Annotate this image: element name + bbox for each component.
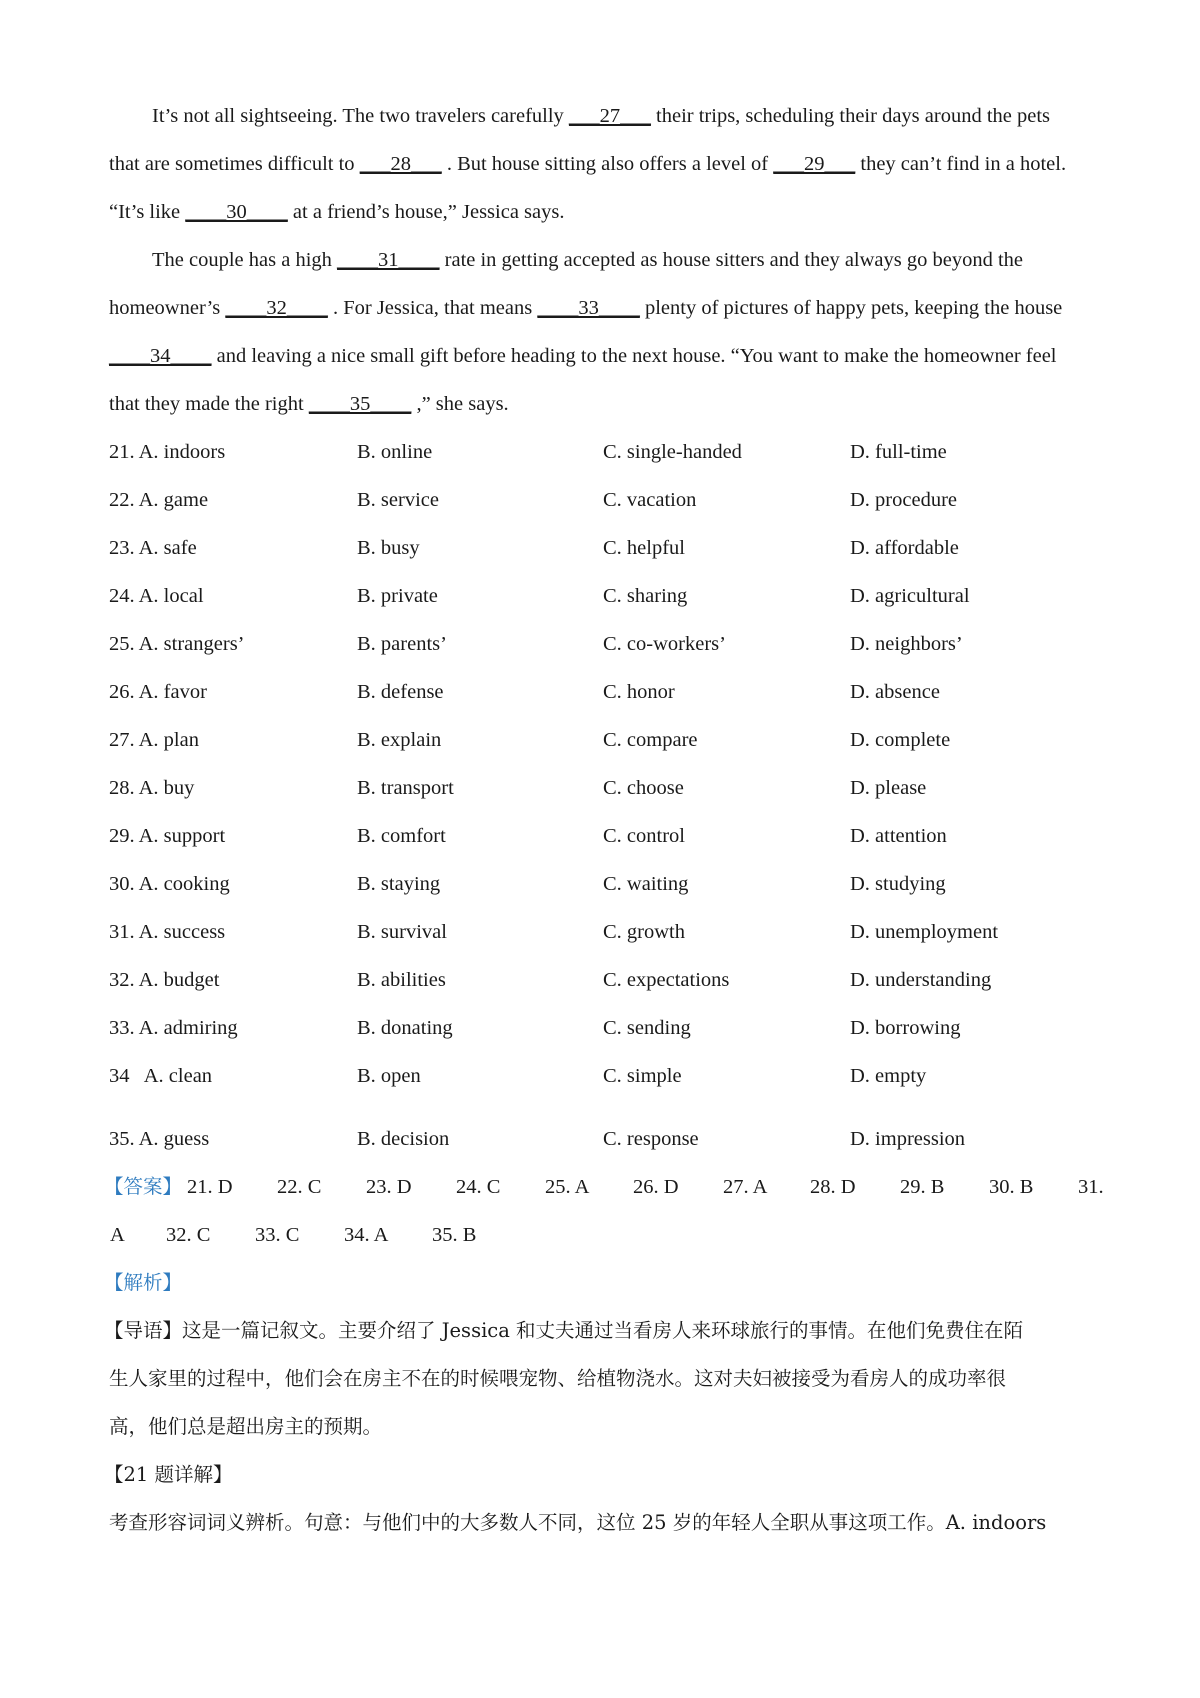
analysis-label: 【解析】 <box>104 1271 183 1294</box>
option-a: 23. A. safe <box>109 537 197 559</box>
option-c: C. compare <box>603 729 698 751</box>
option-d: D. unemployment <box>850 921 999 943</box>
option-c: C. simple <box>603 1065 682 1087</box>
blank-27: ___27___ <box>568 105 651 127</box>
option-a: 32. A. budget <box>109 969 220 991</box>
option-c: C. growth <box>603 921 685 943</box>
option-a: 30. A. cooking <box>109 873 230 895</box>
passage-text: homeowner’s <box>109 297 226 319</box>
option-b: B. survival <box>357 921 447 943</box>
answer-item: 30. B <box>989 1176 1034 1198</box>
passage-text: that they made the right <box>109 393 309 415</box>
option-row-25 <box>109 630 1109 658</box>
option-a: 31. A. success <box>109 921 226 943</box>
option-d: D. studying <box>850 873 946 895</box>
option-b: B. explain <box>357 729 442 751</box>
option-b: B. online <box>357 441 433 463</box>
blank-33: ____33____ <box>537 297 640 319</box>
option-a: 35. A. guess <box>109 1128 210 1150</box>
option-c: C. sharing <box>603 585 688 607</box>
option-d: D. attention <box>850 825 947 847</box>
option-row-27 <box>109 726 1109 754</box>
passage-text: It’s not all sightseeing. The two travelers carefully <box>152 105 569 127</box>
option-row-29 <box>109 822 1109 850</box>
question-21-explanation: 考查形容词词义辨析。句意：与他们中的大多数人不同，这位 25 岁的年轻人全职从事这项工作。A. indoors <box>109 1511 1047 1534</box>
intro-line: 高，他们总是超出房主的预期。 <box>109 1415 383 1438</box>
passage-line <box>152 246 1023 274</box>
passage-text: . But house sitting also offers a level of <box>441 153 774 175</box>
option-c: C. co-workers’ <box>603 633 726 655</box>
answer-item: 29. B <box>900 1176 945 1198</box>
passage-text: and leaving a nice small gift before heading to the next house. “You want to make the homeowner feel <box>211 345 1057 367</box>
answer-item: 33. C <box>255 1224 300 1246</box>
passage-text: their trips, scheduling their days around the pets <box>650 105 1051 127</box>
answer-item: A <box>110 1224 125 1246</box>
passage-text: that are sometimes difficult to <box>109 153 360 175</box>
answer-item: 35. B <box>432 1224 477 1246</box>
option-b: B. service <box>357 489 439 511</box>
blank-34: ____34____ <box>109 345 212 367</box>
question-21-title: 【21 题详解】 <box>104 1463 233 1486</box>
blank-31: ____31____ <box>337 249 440 271</box>
option-a: 28. A. buy <box>109 777 195 799</box>
option-row-35 <box>109 1125 1109 1153</box>
option-d: D. impression <box>850 1128 966 1150</box>
option-c: C. vacation <box>603 489 697 511</box>
passage-text: they can’t find in a hotel. <box>855 153 1067 175</box>
option-a: 22. A. game <box>109 489 209 511</box>
option-b: B. donating <box>357 1017 453 1039</box>
passage-line <box>109 342 1057 370</box>
option-a: 27. A. plan <box>109 729 199 751</box>
blank-35: ____35____ <box>308 393 412 415</box>
option-a: 29. A. support <box>109 825 226 847</box>
answer-item: 31. <box>1078 1176 1104 1198</box>
option-row-32 <box>109 966 1109 994</box>
option-d: D. affordable <box>850 537 959 559</box>
blank-32: ____32____ <box>225 297 328 319</box>
option-row-30 <box>109 870 1109 898</box>
option-a: 26. A. favor <box>109 681 207 703</box>
intro-line: 【导语】这是一篇记叙文。主要介绍了 Jessica 和丈夫通过当看房人来环球旅行的事情。在他们免费住在陌 <box>104 1319 1024 1342</box>
option-d: D. complete <box>850 729 951 751</box>
option-b: B. decision <box>357 1128 450 1150</box>
option-row-33 <box>109 1014 1109 1042</box>
option-b: B. abilities <box>357 969 446 991</box>
option-a: 25. A. strangers’ <box>109 633 245 655</box>
option-d: D. absence <box>850 681 940 703</box>
option-d: D. empty <box>850 1065 927 1087</box>
option-a: 21. A. indoors <box>109 441 226 463</box>
option-b: B. open <box>357 1065 421 1087</box>
intro-line: 生人家里的过程中，他们会在房主不在的时候喂宠物、给植物浇水。这对夫妇被接受为看房人的成功率很 <box>109 1367 1007 1390</box>
passage-text: ,” she says. <box>411 393 509 415</box>
option-d: D. please <box>850 777 927 799</box>
option-c: C. choose <box>603 777 684 799</box>
option-c: C. waiting <box>603 873 689 895</box>
answer-item: 23. D <box>366 1176 412 1198</box>
option-a: 24. A. local <box>109 585 204 607</box>
answer-item: 22. C <box>277 1176 322 1198</box>
option-c: C. sending <box>603 1017 691 1039</box>
option-b: B. defense <box>357 681 444 703</box>
answer-item: 27. A <box>723 1176 768 1198</box>
option-c: C. single-handed <box>603 441 742 463</box>
passage-line <box>109 150 1066 178</box>
option-b: B. busy <box>357 537 420 559</box>
option-a: 33. A. admiring <box>109 1017 238 1039</box>
answer-item: 32. C <box>166 1224 211 1246</box>
option-b: B. transport <box>357 777 454 799</box>
option-b: B. comfort <box>357 825 446 847</box>
option-row-31 <box>109 918 1109 946</box>
option-d: D. neighbors’ <box>850 633 963 655</box>
answer-item: 21. D <box>187 1176 233 1198</box>
passage-text: at a friend’s house,” Jessica says. <box>287 201 565 223</box>
option-row-34 <box>109 1062 1109 1090</box>
option-d: D. borrowing <box>850 1017 961 1039</box>
option-b: B. private <box>357 585 438 607</box>
answer-label: 【答案】 <box>104 1175 183 1198</box>
answer-item: 34. A <box>344 1224 389 1246</box>
option-row-22 <box>109 486 1109 514</box>
passage-text: “It’s like <box>109 201 186 223</box>
option-row-23 <box>109 534 1109 562</box>
option-d: D. agricultural <box>850 585 970 607</box>
option-c: C. helpful <box>603 537 685 559</box>
option-row-28 <box>109 774 1109 802</box>
option-b: B. parents’ <box>357 633 447 655</box>
passage-line <box>152 102 1050 130</box>
option-b: B. staying <box>357 873 441 895</box>
answer-item: 24. C <box>456 1176 501 1198</box>
option-a: 34 A. clean <box>109 1065 213 1087</box>
option-row-24 <box>109 582 1109 610</box>
option-c: C. response <box>603 1128 699 1150</box>
passage-text: The couple has a high <box>152 249 338 271</box>
answer-item: 26. D <box>633 1176 679 1198</box>
option-d: D. understanding <box>850 969 992 991</box>
passage-line <box>109 294 1062 322</box>
passage-text: rate in getting accepted as house sitters and they always go beyond the <box>439 249 1024 271</box>
option-c: C. control <box>603 825 685 847</box>
option-c: C. honor <box>603 681 675 703</box>
answer-item: 25. A <box>545 1176 590 1198</box>
blank-28: ___28___ <box>359 153 442 175</box>
option-row-21 <box>109 438 1109 466</box>
passage-text: plenty of pictures of happy pets, keeping the house <box>639 297 1063 319</box>
option-d: D. procedure <box>850 489 958 511</box>
option-row-26 <box>109 678 1109 706</box>
blank-30: ____30____ <box>185 201 288 223</box>
option-c: C. expectations <box>603 969 730 991</box>
passage-line <box>109 198 564 226</box>
passage-text: . For Jessica, that means <box>327 297 538 319</box>
blank-29: ___29___ <box>773 153 856 175</box>
option-d: D. full-time <box>850 441 947 463</box>
answer-item: 28. D <box>810 1176 856 1198</box>
passage-line <box>109 390 509 418</box>
